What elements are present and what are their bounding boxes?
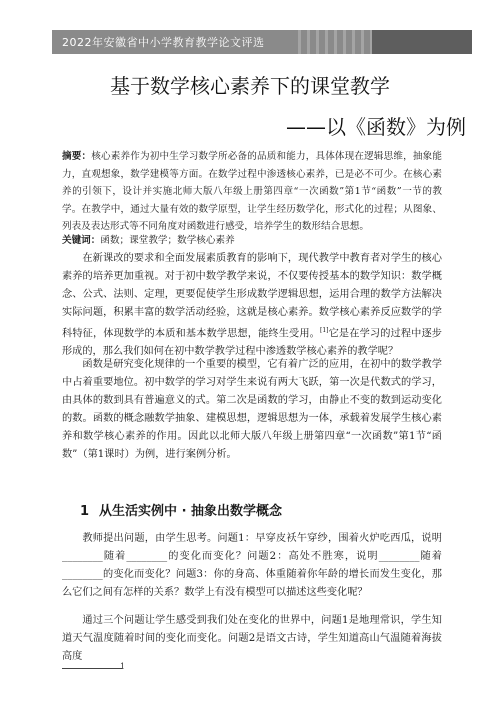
body-paragraph-4: 通过三个问题让学生感受到我们处在变化的世界中，问题1是地理常识，学生知道天气温度随着时间的变化而变化。问题2是语文古诗，学生知道高山气温随着海拔高度 bbox=[62, 615, 442, 662]
section-title: 从生活实例中 · 抽象出数学概念 bbox=[99, 504, 283, 519]
paper-subtitle: ——以《函数》为例 bbox=[286, 115, 466, 139]
paragraph-1-text-a: 在新课改的要求和全面发展素质教育的影响下，现代教学中教育者对学生的核心素养的培养更加重视。对于初中数学教学来说，不仅要传授基本的数学知识：数学概念、公式、法则、定理，更要促使学生形成数学逻辑思想，运用合理的数学方法解决实际问题，积累丰富的数学活动经验，这就是核心素养。数学核心素养反应数学的学科特征，体现数学的本质和基本数学思想，能终生受用。 bbox=[62, 253, 442, 340]
paper-title: 基于数学核心素养下的课堂教学 bbox=[110, 74, 390, 98]
paragraph-1-text-b: 它是在学习的过程中逐步形成的，那么我们如何在初中数学教学过程中渗透数学核心素养的教学呢？ bbox=[62, 328, 442, 358]
body-paragraph-2: 函数是研究变化规律的一个重要的模型，它有着广泛的应用，在初中的数学教学中占着重要地位。初中数学的学习对学生来说有两大飞跃，第一次是代数式的学习，由具体的数到具有普遍意义的式。第二次是函数的学习，由静止不变的数到运动变化的数。函数的概念融数学抽象、建模思想，逻辑思想为一体，承载着发展学生核心素养和数学核心素养的作用。因此以北师大版八年级上册第四章“一次函数”第1节“函数”（第1课时）为例，进行案例分析。 bbox=[62, 359, 442, 460]
body-paragraph-3: 教师提出问题，由学生思考。问题1：早穿皮袄午穿纱，围着火炉吃西瓜，说明________随着________的变化而变化？问题2：高处不胜寒，说明________随着________的变化而变化？问题3：你的身高、体重随着你年龄的增长而发生变化，那么它们之间有怎样的关系？数学上有没有模型可以描述这些变化呢？ bbox=[62, 533, 442, 598]
journal-header-bar bbox=[52, 30, 472, 54]
citation-ref: [1] bbox=[319, 327, 329, 334]
abstract-label: 摘要： bbox=[62, 151, 92, 162]
journal-header-title: 2022年安徽省中小学教育教学论文评选 bbox=[62, 36, 265, 49]
body-paragraph-1 bbox=[62, 250, 442, 361]
abstract bbox=[62, 148, 442, 236]
header-dark-block bbox=[372, 30, 472, 54]
keywords bbox=[62, 232, 442, 250]
footer-rule bbox=[62, 668, 122, 669]
keywords-label: 关键词： bbox=[62, 235, 101, 246]
page-number: 1 bbox=[120, 662, 126, 671]
abstract-text: 核心素养作为初中生学习数学所必备的品质和能力，具体体现在逻辑思维，抽象能力，直观想象，数学建模等方面。在数学过程中渗透核心素养，已是必不可少。在核心素养的引领下，设计并实施北师大版八年级上册第四章“一次函数”第1节“函数”一节的教学。在教学中，通过大量有效的数学原型，让学生经历数学化，形式化的过程；从图象、列表及表达形式等不同角度对函数进行感受，培养学生的数形结合思想。 bbox=[62, 151, 443, 232]
header-stripe-decoration bbox=[292, 30, 372, 54]
keywords-text: 函数；课堂教学；数学核心素养 bbox=[100, 235, 235, 246]
section-heading-1 bbox=[80, 500, 282, 519]
section-number: 1 bbox=[80, 504, 90, 519]
